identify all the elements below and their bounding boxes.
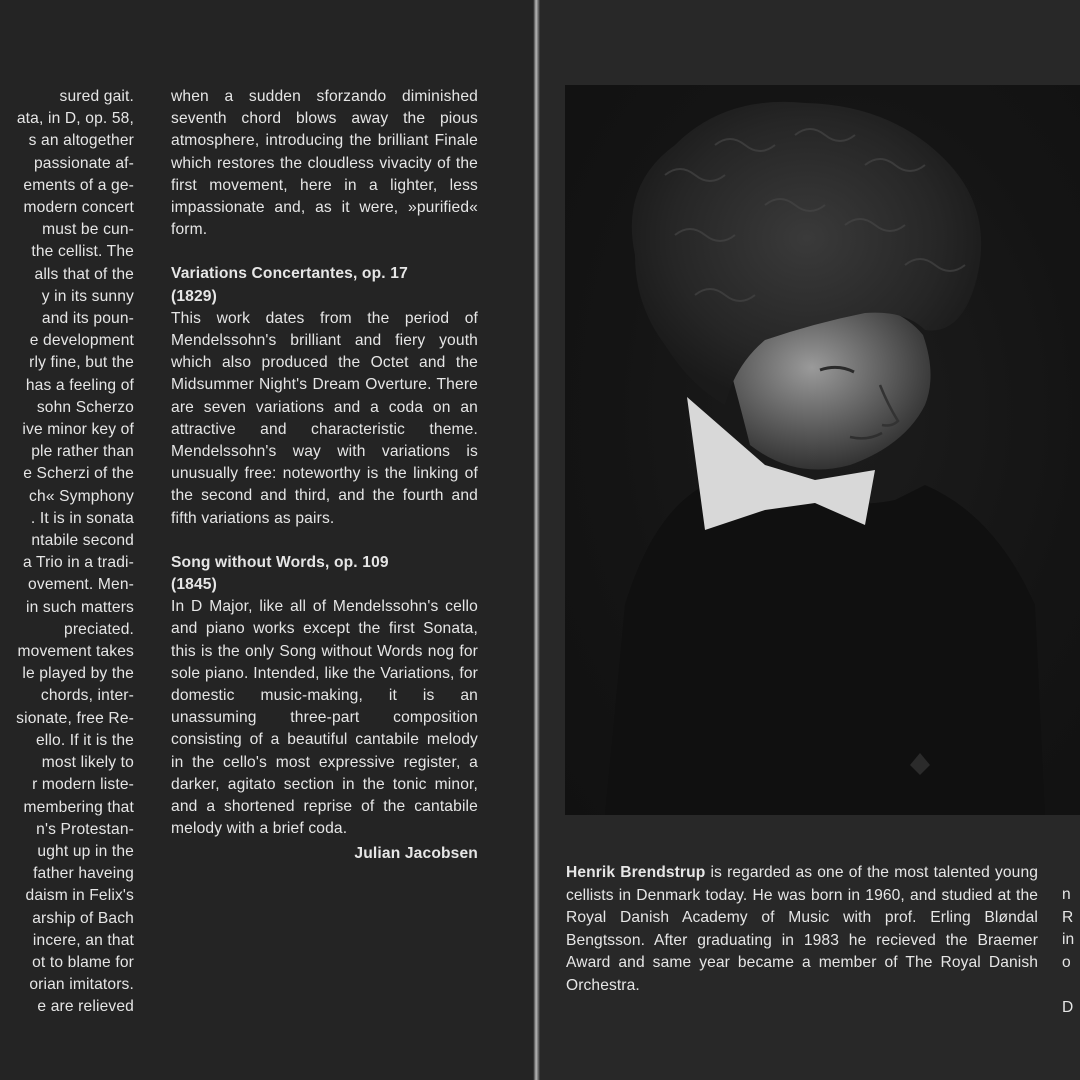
left-column-line: sured gait. [59,88,134,105]
left-column-line: in such matters [26,598,134,616]
left-column-line: and its poun- [41,310,134,328]
song-heading: Song without Words, op. 109 (1845) [171,553,389,594]
middle-text-column [171,86,478,865]
intro-paragraph: when a sudden sforzando diminished seventh chord blows away the pious atmosphere, introducing the brilliant Finale which restores the cloudless vivacity of the first movement, here in a lighter, less impassionate and, as it were, »purified« form. [171,88,478,239]
left-column-line: passionate af- [33,154,134,172]
left-column-line: r modern liste- [32,776,134,794]
left-column-line: ovement. Men- [28,576,134,594]
edge-fragment: R [1062,908,1074,926]
left-column-line: ple rather than [31,443,134,461]
variations-paragraph: This work dates from the period of Mendelssohn's brilliant and fiery youth which also produced the Octet and the Midsummer Night's Dream Overture. There are seven variations and a coda on an attractive and characteristic theme. Mendelssohn's way with variations is unusually free: noteworthy is the linking of the second and third, and the fourth and fifth variations as pairs. [171,309,478,527]
left-column-line: e development [29,332,134,350]
left-column-line: ements of a ge- [23,176,134,194]
left-column-line: modern concert [23,199,134,217]
cellist-portrait-photo [565,85,1080,815]
left-column-line: sionate, free Re- [16,709,134,727]
left-column-line: ot to blame for [32,953,134,971]
left-column-line: ata, in D, op. 58, [16,110,134,128]
left-column-line: chords, inter- [40,687,134,705]
left-column-line: ntabile second [31,532,134,550]
left-column-line: preciated. [64,620,134,638]
left-column-line: ello. If it is the [35,731,134,749]
cellist-name: Henrik Brendstrup [566,864,706,881]
left-column-line: s an altogether [28,132,134,150]
left-column-line: . It is in sonata [30,509,134,527]
left-text-column [0,86,134,1019]
cellist-biography [566,862,1038,997]
left-column-line: a Trio in a tradi- [22,554,134,572]
edge-fragment: in [1062,931,1075,948]
left-column-line: ive minor key of [22,421,134,439]
booklet-fold [533,0,540,1080]
variations-heading: Variations Concertantes, op. 17 (1829) [171,265,408,305]
left-column-line: n's Protestan- [36,820,134,838]
cut-off-edge-text [1062,884,1080,1019]
author-signature: Julian Jacobsen [354,844,478,862]
left-column-line: alls that of the [34,265,134,283]
edge-fragment: D [1062,998,1074,1016]
left-column-line: must be cun- [42,221,134,239]
left-column-line: orian imitators. [29,976,134,994]
left-column-line: membering that [23,798,134,816]
left-column-line: father haveing [33,865,134,883]
left-column-line: arship of Bach [32,909,134,927]
edge-fragment: n [1062,886,1071,903]
left-column-line: has a feeling of [25,376,134,394]
portrait-illustration [565,85,1080,815]
left-column-line: movement takes [17,643,134,661]
left-column-line: daism in Felix's [25,887,134,905]
left-column-line: the cellist. The [31,243,134,261]
left-column-line: ch« Symphony [29,487,134,505]
left-column-line: e Scherzi of the [23,465,134,483]
left-column-line: rly fine, but the [29,354,134,372]
song-paragraph: In D Major, like all of Mendelssohn's cello and piano works except the first Sonata, this is the only Song without Words nog for sole piano. Intended, like the Variations, for domestic music-making, it is an unassuming three-part composition consisting of a beautiful cantabile melody in the cello's most expressive register, a darker, agitato section in the tonic minor, and a shortened reprise of the cantabile melody with a brief coda. [171,598,478,838]
edge-fragment: o [1062,953,1071,971]
left-column-line: most likely to [41,754,134,772]
left-column-line: le played by the [22,665,134,683]
left-column-line: e are relieved [37,998,134,1016]
left-column-line: ught up in the [37,842,134,860]
left-column-line: sohn Scherzo [36,398,134,416]
left-column-line: y in its sunny [41,287,134,305]
edge-fragment [1062,974,1080,997]
biography-text: is regarded as one of the most talented young cellists in Denmark today. He was born in 1960, and studied at the Royal Danish Academy of Music with prof. Erling Bløndal Bengtsson. After graduating in 1983 he recieved the Braemer Award and same year became a member of The Royal Danish Orchestra. [566,864,1038,994]
left-column-line: incere, an that [32,931,134,949]
